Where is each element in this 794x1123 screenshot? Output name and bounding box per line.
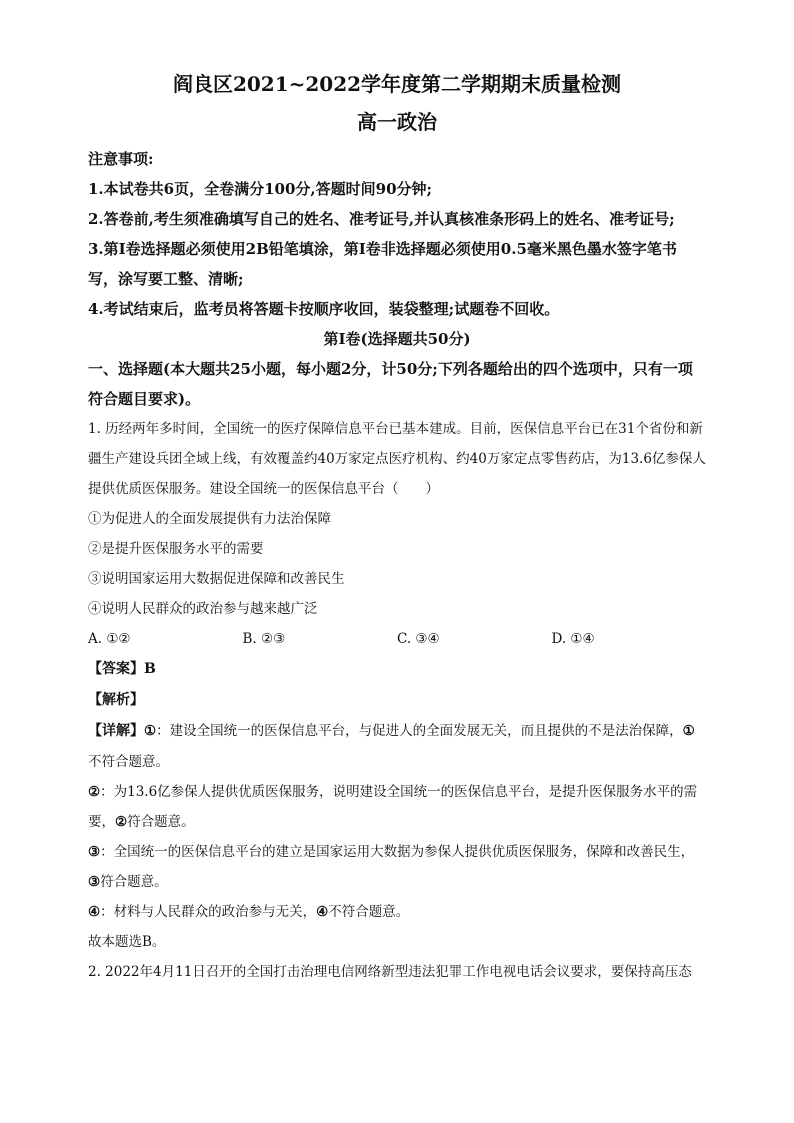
statement-item: ②是提升医保服务水平的需要	[88, 541, 264, 557]
detail-item	[88, 777, 706, 837]
answer-value: B	[144, 661, 156, 677]
option-c: C. ③④	[397, 631, 440, 647]
option-d: D. ①④	[551, 631, 595, 647]
notice-item: 1.本试卷共6页，全卷满分100分,答题时间90分钟;	[88, 180, 433, 198]
page-subtitle: 高一政治	[357, 110, 437, 134]
statement-item: ③说明国家运用大数据促进保障和改善民生	[88, 571, 345, 587]
answer-line	[88, 654, 706, 685]
analysis-label: 【解析】	[88, 692, 144, 708]
detail-text: ：材料与人民群众的政治参与无关，	[100, 904, 317, 920]
detail-text: ：全国统一的医保信息平台的建立是国家运用大数据为参保人提供优质医保服务，保障和改善民生，	[100, 844, 695, 860]
statement-item: ①为促进人的全面发展提供有力法治保障	[88, 511, 331, 527]
notice-item: 4.考试结束后，监考员将答题卡按顺序收回，装袋整理;试题卷不回收。	[88, 300, 560, 318]
statement-item: ④说明人民群众的政治参与越来越广泛	[88, 601, 318, 617]
question-stem: 2. 2022年4月11日召开的全国打击治理电信网络新型违法犯罪工作电视电话会议要求，要保持高压态	[88, 964, 692, 980]
detail-end-mark: ①	[682, 723, 695, 739]
notice-heading: 注意事项:	[88, 150, 154, 168]
section-heading: 一、选择题(本大题共25小题，每小题2分，计50分;下列各题给出的四个选项中，只有一项符合题目要求)。	[88, 360, 693, 408]
detail-mark: ③	[88, 844, 101, 860]
detail-end: 符合题意。	[127, 814, 195, 830]
detail-end: 不符合题意。	[88, 754, 169, 770]
part-heading: 第Ⅰ卷(选择题共50分)	[323, 330, 471, 348]
detail-end: 符合题意。	[100, 874, 168, 890]
detail-item	[88, 897, 706, 927]
answer-options	[88, 624, 706, 654]
notice-item: 2.答卷前,考生须准确填写自己的姓名、准考证号,并认真核准条形码上的姓名、准考证号;	[88, 210, 675, 228]
detail-text: ：为13.6亿参保人提供优质医保服务，说明建设全国统一的医保信息平台，是提升医保服务水平的需要，	[88, 784, 698, 830]
notice-item: 3.第Ⅰ卷选择题必须使用2B铅笔填涂，第Ⅰ卷非选择题必须使用0.5毫米黑色墨水签字笔书写，涂写要工整、清晰;	[88, 240, 677, 288]
page-title: 阎良区2021~2022学年度第二学期期末质量检测	[172, 72, 622, 96]
detail-end: 不符合题意。	[328, 904, 410, 920]
detail-end-mark: ②	[115, 814, 128, 830]
answer-label: 【答案】	[88, 661, 144, 677]
question-stem: 1. 历经两年多时间，全国统一的医疗保障信息平台已基本建成。目前，医保信息平台已在31个省份和新疆生产建设兵团全域上线，有效覆盖约40万家定点医疗机构、约40万家定点零售药店，为13.6亿参保人提供优质医保服务。建设全国统一的医保信息平台（ ）	[88, 421, 706, 497]
conclusion: 故本题选B。	[88, 934, 166, 950]
detail-text: ：建设全国统一的医保信息平台，与促进人的全面发展无关，而且提供的不是法治保障，	[156, 723, 683, 739]
detail-mark: ①	[144, 723, 157, 739]
detail-mark: ④	[88, 904, 101, 920]
detail-item	[88, 837, 706, 897]
detail-end-mark: ④	[316, 904, 329, 920]
detail-end-mark: ③	[88, 874, 101, 890]
detail-mark: ②	[88, 784, 101, 800]
detail-label: 【详解】	[88, 723, 144, 739]
option-b: B. ②③	[242, 631, 286, 647]
detail-item	[88, 716, 706, 777]
option-a: A. ①②	[88, 631, 131, 647]
